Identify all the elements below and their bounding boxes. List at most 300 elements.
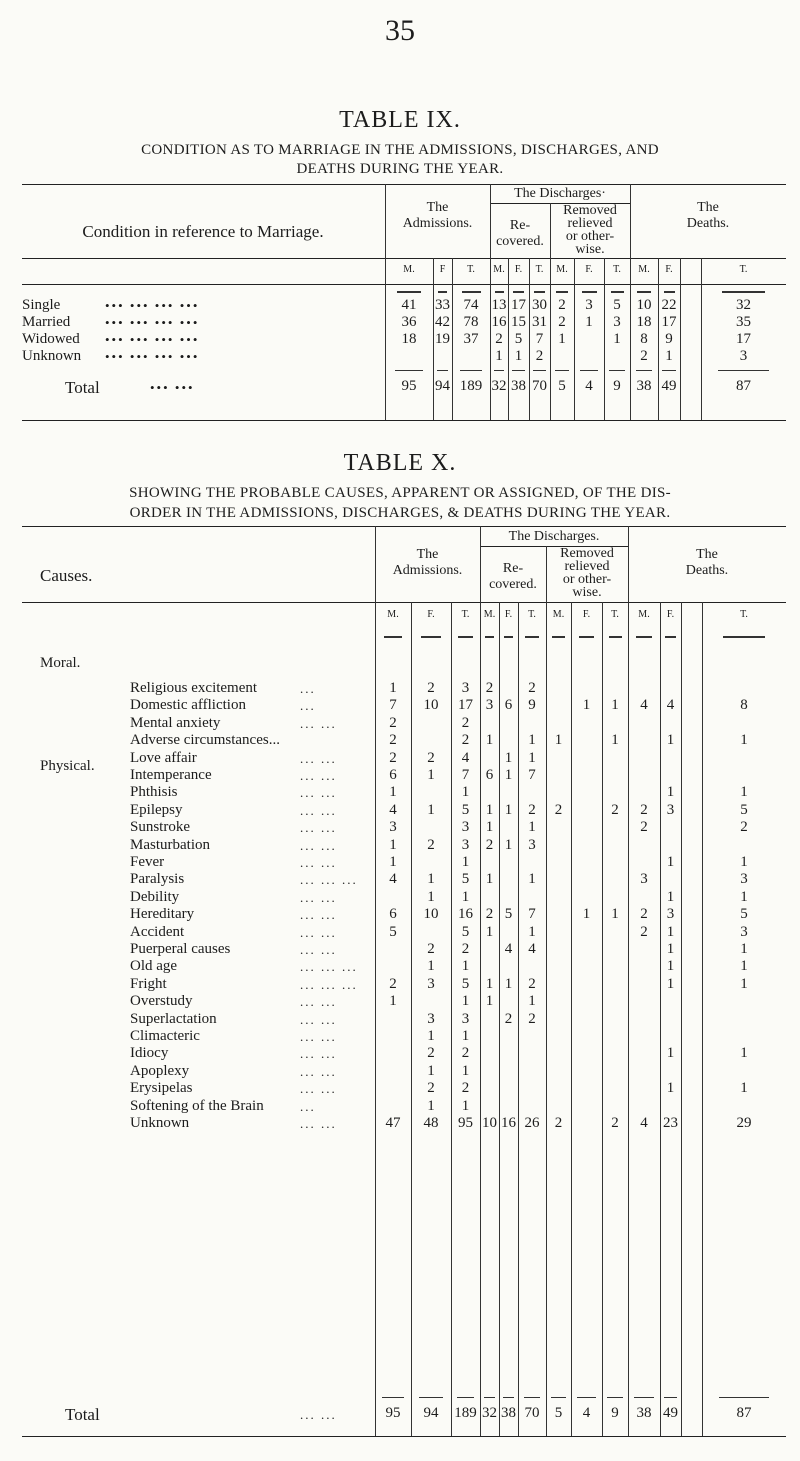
column-rule (513, 291, 524, 293)
column-rule (485, 636, 495, 638)
total-label: Total (65, 1405, 100, 1424)
table-cell: 13 (491, 297, 507, 313)
row-label: Masturbation (130, 836, 210, 853)
column-label: M. (552, 609, 565, 620)
table-cell: 1 (389, 854, 397, 870)
leader-dots: ... ... (300, 994, 337, 1010)
row-label: Unknown (22, 348, 82, 364)
column-rule (637, 291, 651, 293)
leader-dots: ... ... (300, 768, 337, 783)
table-cell: 2 (640, 819, 648, 836)
column-label: M. (403, 264, 415, 275)
table-cell: 19 (435, 331, 450, 347)
table-cell: 1 (427, 1097, 435, 1114)
leader-dots: ... ... (300, 785, 337, 801)
table-cell: 5 (740, 801, 748, 818)
table-cell: 2 (740, 819, 748, 836)
table-cell: 35 (736, 314, 751, 330)
table-cell: 1 (389, 680, 397, 696)
leader-dots: ••• ••• ••• ••• (105, 315, 200, 330)
table-cell: 2 (427, 1045, 435, 1062)
table10-admissions-header: The Admissions. (392, 547, 463, 578)
table10-divider (602, 602, 603, 1436)
row-label: Adverse circumstances... (130, 732, 280, 749)
table10-row-header: Causes. (40, 566, 93, 585)
row-label: Sunstroke (130, 819, 190, 836)
table-cell: 17 (458, 697, 473, 714)
table10-header-rule (22, 602, 786, 603)
leader-dots: ... ... ... (300, 872, 358, 888)
table-cell: 2 (427, 836, 435, 853)
table-cell: 1 (740, 854, 748, 870)
table-cell: 2 (611, 801, 619, 818)
leader-dots: ... ... (300, 1046, 337, 1062)
table-cell: 4 (640, 1115, 648, 1131)
table-cell: 1 (666, 923, 675, 940)
table-cell: 1 (389, 993, 397, 1010)
total-cell: 95 (385, 1405, 401, 1421)
column-rule (579, 636, 595, 638)
column-rule (556, 291, 568, 293)
table-cell: 10 (636, 297, 652, 313)
table-cell: 2 (558, 297, 566, 313)
column-label: F. (427, 609, 435, 620)
table-cell: 2 (427, 1080, 435, 1097)
table-cell: 2 (528, 801, 536, 818)
column-label: M. (556, 264, 568, 275)
column-rule (397, 291, 421, 293)
leader-dots: ••• ••• ••• ••• (105, 349, 200, 364)
leader-dots: ... ... ... (300, 959, 358, 975)
table10-divider (660, 602, 661, 1436)
table-cell: 1 (528, 819, 536, 836)
table-cell: 2 (554, 1115, 563, 1131)
total-cell: 9 (611, 1405, 619, 1421)
table-cell: 2 (485, 836, 494, 853)
table-cell: 1 (427, 1062, 435, 1079)
table-cell: 1 (666, 941, 675, 957)
table-cell: 3 (740, 871, 748, 888)
table-cell: 5 (740, 906, 748, 923)
table-cell: 6 (389, 767, 397, 783)
table10-divider (628, 526, 629, 1436)
table-cell: 1 (740, 1080, 748, 1097)
table-cell: 3 (485, 697, 494, 714)
table-cell: 1 (665, 348, 673, 364)
table-cell: 4 (640, 697, 648, 714)
table-cell: 42 (435, 314, 450, 330)
table-cell: 3 (666, 801, 675, 818)
table9-title: TABLE IX. (339, 107, 461, 133)
table-cell: 48 (423, 1115, 439, 1131)
column-label: F. (582, 609, 591, 620)
table-cell: 1 (666, 1080, 675, 1097)
table-cell: 18 (401, 331, 417, 347)
total-rule (503, 1397, 514, 1398)
table-cell: 1 (389, 784, 397, 801)
table-cell: 3 (585, 297, 593, 313)
table-cell: 2 (535, 348, 544, 364)
leader-dots: ... ... (300, 715, 337, 731)
column-label: F. (666, 609, 675, 620)
column-label: F. (665, 264, 673, 275)
row-label: Apoplexy (130, 1062, 190, 1079)
table-cell: 2 (461, 941, 470, 957)
leader-dots: ... ... (300, 1407, 337, 1422)
column-label: T. (740, 609, 748, 620)
table-cell: 3 (389, 819, 397, 836)
table-cell: 4 (389, 801, 397, 818)
table-cell: 2 (554, 801, 563, 818)
table-cell: 2 (461, 1045, 470, 1062)
table-cell: 1 (582, 906, 591, 923)
column-label: F. (585, 264, 593, 275)
table-cell: 41 (401, 297, 417, 313)
table-cell: 1 (485, 871, 494, 888)
table-cell: 1 (740, 784, 748, 801)
table-cell: 17 (736, 331, 751, 347)
column-label: M. (638, 609, 650, 620)
table-cell: 5 (504, 906, 513, 923)
table10-top-rule (22, 526, 786, 527)
table-cell: 37 (463, 331, 479, 347)
table-cell: 1 (666, 888, 675, 905)
column-rule (525, 636, 539, 638)
table-cell: 2 (461, 1080, 470, 1097)
table9-deaths-header: The Deaths. (686, 200, 730, 231)
table-cell: 1 (554, 732, 563, 749)
leader-dots: ... ... (300, 924, 337, 940)
leader-dots: ... ... (300, 750, 337, 766)
group-label-moral: Moral. (40, 655, 81, 671)
total-rule (577, 1397, 596, 1398)
table-cell: 2 (427, 941, 435, 957)
total-cell: 4 (585, 378, 593, 394)
total-rule (524, 1397, 541, 1398)
table-cell: 1 (485, 993, 494, 1010)
column-label: F (439, 264, 446, 275)
table-cell: 2 (461, 732, 470, 749)
total-cell: 38 (636, 378, 652, 394)
leader-dots: ... ... (300, 942, 337, 957)
column-label: T. (528, 609, 536, 620)
table9-subheader-rule (22, 284, 786, 285)
total-cell: 70 (532, 378, 547, 394)
column-rule (665, 636, 676, 638)
table-cell: 1 (740, 958, 748, 975)
table-cell: 33 (435, 297, 450, 313)
table-cell: 2 (528, 1010, 536, 1027)
table-cell: 1 (461, 958, 470, 975)
row-label: Puerperal causes (130, 941, 231, 957)
row-label: Religious excitement (130, 680, 258, 696)
column-rule (438, 291, 448, 293)
table-cell: 5 (461, 871, 470, 888)
table-cell: 5 (461, 975, 470, 992)
table9-divider (680, 258, 681, 420)
table10-deaths-header: The Deaths. (685, 547, 729, 578)
table-cell: 1 (528, 993, 536, 1010)
table-cell: 1 (427, 888, 435, 905)
table-cell: 5 (613, 297, 621, 313)
table-cell: 1 (504, 767, 513, 783)
table-cell: 5 (461, 801, 470, 818)
total-label: Total (65, 378, 100, 397)
table-cell: 1 (461, 1062, 470, 1079)
row-label: Fever (130, 854, 165, 870)
table-cell: 7 (528, 767, 536, 783)
table9-recovered-header: Re- covered. (496, 218, 544, 249)
table-cell: 1 (485, 975, 494, 992)
total-rule (662, 370, 675, 371)
row-label: Mental anxiety (130, 714, 221, 731)
total-rule (395, 370, 424, 371)
total-cell: 189 (459, 378, 483, 394)
table9-admissions-header: The Admissions. (402, 200, 473, 231)
column-rule (609, 636, 622, 638)
table-cell: 47 (385, 1115, 401, 1131)
total-rule (457, 1397, 474, 1398)
table-cell: 1 (740, 732, 748, 749)
table-cell: 2 (611, 1115, 619, 1131)
table9-discharges-header: The Discharges· (514, 186, 606, 201)
total-rule (533, 370, 546, 371)
table-cell: 26 (524, 1115, 540, 1131)
table-cell: 2 (427, 680, 435, 696)
total-rule (484, 1397, 495, 1398)
total-cell: 32 (491, 378, 507, 394)
total-cell: 38 (636, 1405, 652, 1421)
leader-dots: ... ... (300, 1116, 337, 1131)
table-cell: 5 (514, 331, 523, 347)
leader-dots: ... (300, 681, 316, 696)
table-cell: 1 (427, 958, 435, 975)
column-rule (534, 291, 545, 293)
table-cell: 1 (666, 975, 675, 992)
table-cell: 1 (740, 1045, 748, 1062)
total-cell: 189 (454, 1405, 477, 1421)
table-cell: 3 (461, 836, 470, 853)
row-label: Domestic affliction (130, 697, 246, 714)
column-rule (636, 636, 652, 638)
leader-dots: ••• ••• ••• ••• (105, 332, 200, 347)
column-label: T. (535, 264, 544, 275)
table-cell: 3 (461, 680, 470, 696)
table-cell: 1 (613, 331, 621, 347)
row-label: Old age (130, 958, 178, 975)
table-cell: 2 (558, 314, 566, 330)
table-cell: 17 (511, 297, 526, 313)
table-cell: 1 (666, 958, 675, 975)
column-label: T. (461, 609, 470, 620)
table9-removed-header: Removed relieved or other- wise. (563, 203, 617, 257)
table-cell: 16 (491, 314, 507, 330)
row-label: Married (22, 314, 71, 330)
table-cell: 74 (463, 297, 479, 313)
total-cell: 4 (582, 1405, 591, 1421)
table-cell: 1 (495, 348, 503, 364)
table-cell: 2 (640, 923, 648, 940)
leader-dots: ••• ••• (150, 380, 195, 395)
group-label-physical: Physical. (40, 758, 95, 774)
table-cell: 2 (495, 331, 503, 347)
total-rule (437, 370, 448, 371)
table10-divider (681, 602, 682, 1436)
table-cell: 4 (461, 749, 470, 766)
total-cell: 38 (511, 378, 526, 394)
table-cell: 16 (501, 1115, 516, 1131)
table-cell: 22 (661, 297, 677, 313)
table-cell: 78 (463, 314, 479, 330)
total-rule (664, 1397, 677, 1398)
table-cell: 29 (736, 1115, 752, 1131)
table-cell: 16 (458, 906, 473, 923)
row-label: Hereditary (130, 906, 195, 923)
table9-subtitle-line1: CONDITION AS TO MARRIAGE IN THE ADMISSIONS, DISCHARGES, AND (141, 142, 659, 158)
total-rule (494, 370, 505, 371)
table-cell: 2 (528, 975, 536, 992)
leader-dots: ... ... (300, 907, 337, 923)
row-label: Paralysis (130, 871, 185, 888)
table-cell: 3 (427, 1010, 435, 1027)
table-cell: 3 (427, 975, 435, 992)
table10-divider (546, 546, 547, 1436)
table10-divider (702, 602, 703, 1436)
table-cell: 2 (389, 749, 397, 766)
table-cell: 2 (389, 975, 397, 992)
row-label: Love affair (130, 749, 197, 766)
table9-bottom-rule (22, 420, 786, 421)
table-cell: 1 (389, 836, 397, 853)
table-cell: 4 (389, 871, 397, 888)
row-label: Epilepsy (130, 801, 183, 818)
table-cell: 17 (661, 314, 677, 330)
column-label: T. (611, 609, 619, 620)
table-cell: 36 (401, 314, 417, 330)
table-cell: 1 (485, 923, 494, 940)
table9-divider (574, 258, 575, 420)
table9-subtitle-line2: DEATHS DURING THE YEAR. (296, 161, 504, 177)
table9-row-header: Condition in reference to Marriage. (82, 222, 324, 241)
leader-dots: ... ... (300, 1063, 337, 1079)
column-rule (722, 291, 765, 293)
total-cell: 94 (423, 1405, 439, 1421)
leader-dots: ... (300, 698, 316, 714)
total-rule (551, 1397, 566, 1398)
total-cell: 87 (736, 1405, 752, 1421)
column-rule (458, 636, 473, 638)
table-cell: 3 (739, 348, 748, 364)
total-rule (460, 370, 483, 371)
table-cell: 1 (485, 732, 494, 749)
table-cell: 1 (666, 854, 675, 870)
table-cell: 2 (640, 348, 648, 364)
table-cell: 9 (665, 331, 673, 347)
total-cell: 32 (482, 1405, 497, 1421)
total-cell: 70 (524, 1405, 540, 1421)
table-cell: 1 (558, 331, 566, 347)
row-label: Overstudy (130, 993, 193, 1010)
row-label: Softening of the Brain (130, 1097, 264, 1114)
total-rule (607, 1397, 623, 1398)
page-number: 35 (385, 14, 415, 47)
row-label: Phthisis (130, 784, 178, 801)
table-cell: 5 (461, 923, 470, 940)
column-rule (552, 636, 565, 638)
table-cell: 18 (636, 314, 652, 330)
column-label: T. (467, 264, 475, 275)
table10-divider (571, 602, 572, 1436)
row-label: Unknown (130, 1115, 190, 1131)
total-rule (419, 1397, 443, 1398)
table-cell: 3 (666, 906, 675, 923)
table-cell: 1 (582, 697, 591, 714)
table-cell: 1 (528, 923, 536, 940)
leader-dots: ••• ••• ••• ••• (105, 298, 200, 313)
table-cell: 2 (389, 714, 397, 731)
row-label: Intemperance (130, 767, 212, 783)
column-label: T. (613, 264, 621, 275)
table-cell: 2 (389, 732, 397, 749)
table-cell: 3 (528, 836, 536, 853)
table-cell: 8 (640, 331, 648, 347)
table10-recovered-header: Re- covered. (489, 561, 537, 592)
table-cell: 5 (389, 923, 397, 940)
table-cell: 1 (504, 975, 513, 992)
table9-top-rule (22, 184, 786, 185)
table10-subtitle-line2: ORDER IN THE ADMISSIONS, DISCHARGES, & DEATHS DURING THE YEAR. (129, 505, 671, 521)
table-cell: 2 (427, 749, 435, 766)
column-rule (723, 636, 765, 638)
table-cell: 8 (740, 697, 748, 714)
table-cell: 1 (461, 888, 470, 905)
table-cell: 2 (640, 801, 648, 818)
table-cell: 6 (389, 906, 397, 923)
total-cell: 87 (736, 378, 751, 394)
leader-dots: ... ... (300, 855, 337, 870)
total-cell: 94 (435, 378, 450, 394)
column-rule (582, 291, 597, 293)
table-cell: 1 (461, 1028, 470, 1044)
column-rule (462, 291, 481, 293)
table-cell: 1 (611, 697, 619, 714)
row-label: Erysipelas (130, 1080, 193, 1097)
table10-title: TABLE X. (343, 450, 457, 476)
table-cell: 6 (504, 697, 513, 714)
table-cell: 1 (528, 871, 536, 888)
table-cell: 4 (504, 941, 513, 957)
row-label: Single (22, 297, 61, 313)
table-cell: 15 (511, 314, 526, 330)
table-cell: 1 (461, 993, 470, 1010)
table-cell: 10 (423, 697, 439, 714)
total-cell: 49 (661, 378, 677, 394)
table-cell: 1 (427, 801, 435, 818)
leader-dots: ... ... (300, 820, 337, 836)
leader-dots: ... ... (300, 1081, 337, 1097)
table-cell: 1 (504, 749, 513, 766)
table-cell: 2 (485, 680, 494, 696)
total-rule (580, 370, 598, 371)
row-label: Accident (130, 923, 185, 940)
leader-dots: ... ... (300, 837, 337, 853)
column-rule (384, 636, 402, 638)
table10-bottom-rule (22, 1436, 786, 1437)
table-cell: 4 (666, 697, 675, 714)
column-rule (495, 291, 504, 293)
table-cell: 9 (528, 697, 536, 714)
total-cell: 38 (501, 1405, 516, 1421)
